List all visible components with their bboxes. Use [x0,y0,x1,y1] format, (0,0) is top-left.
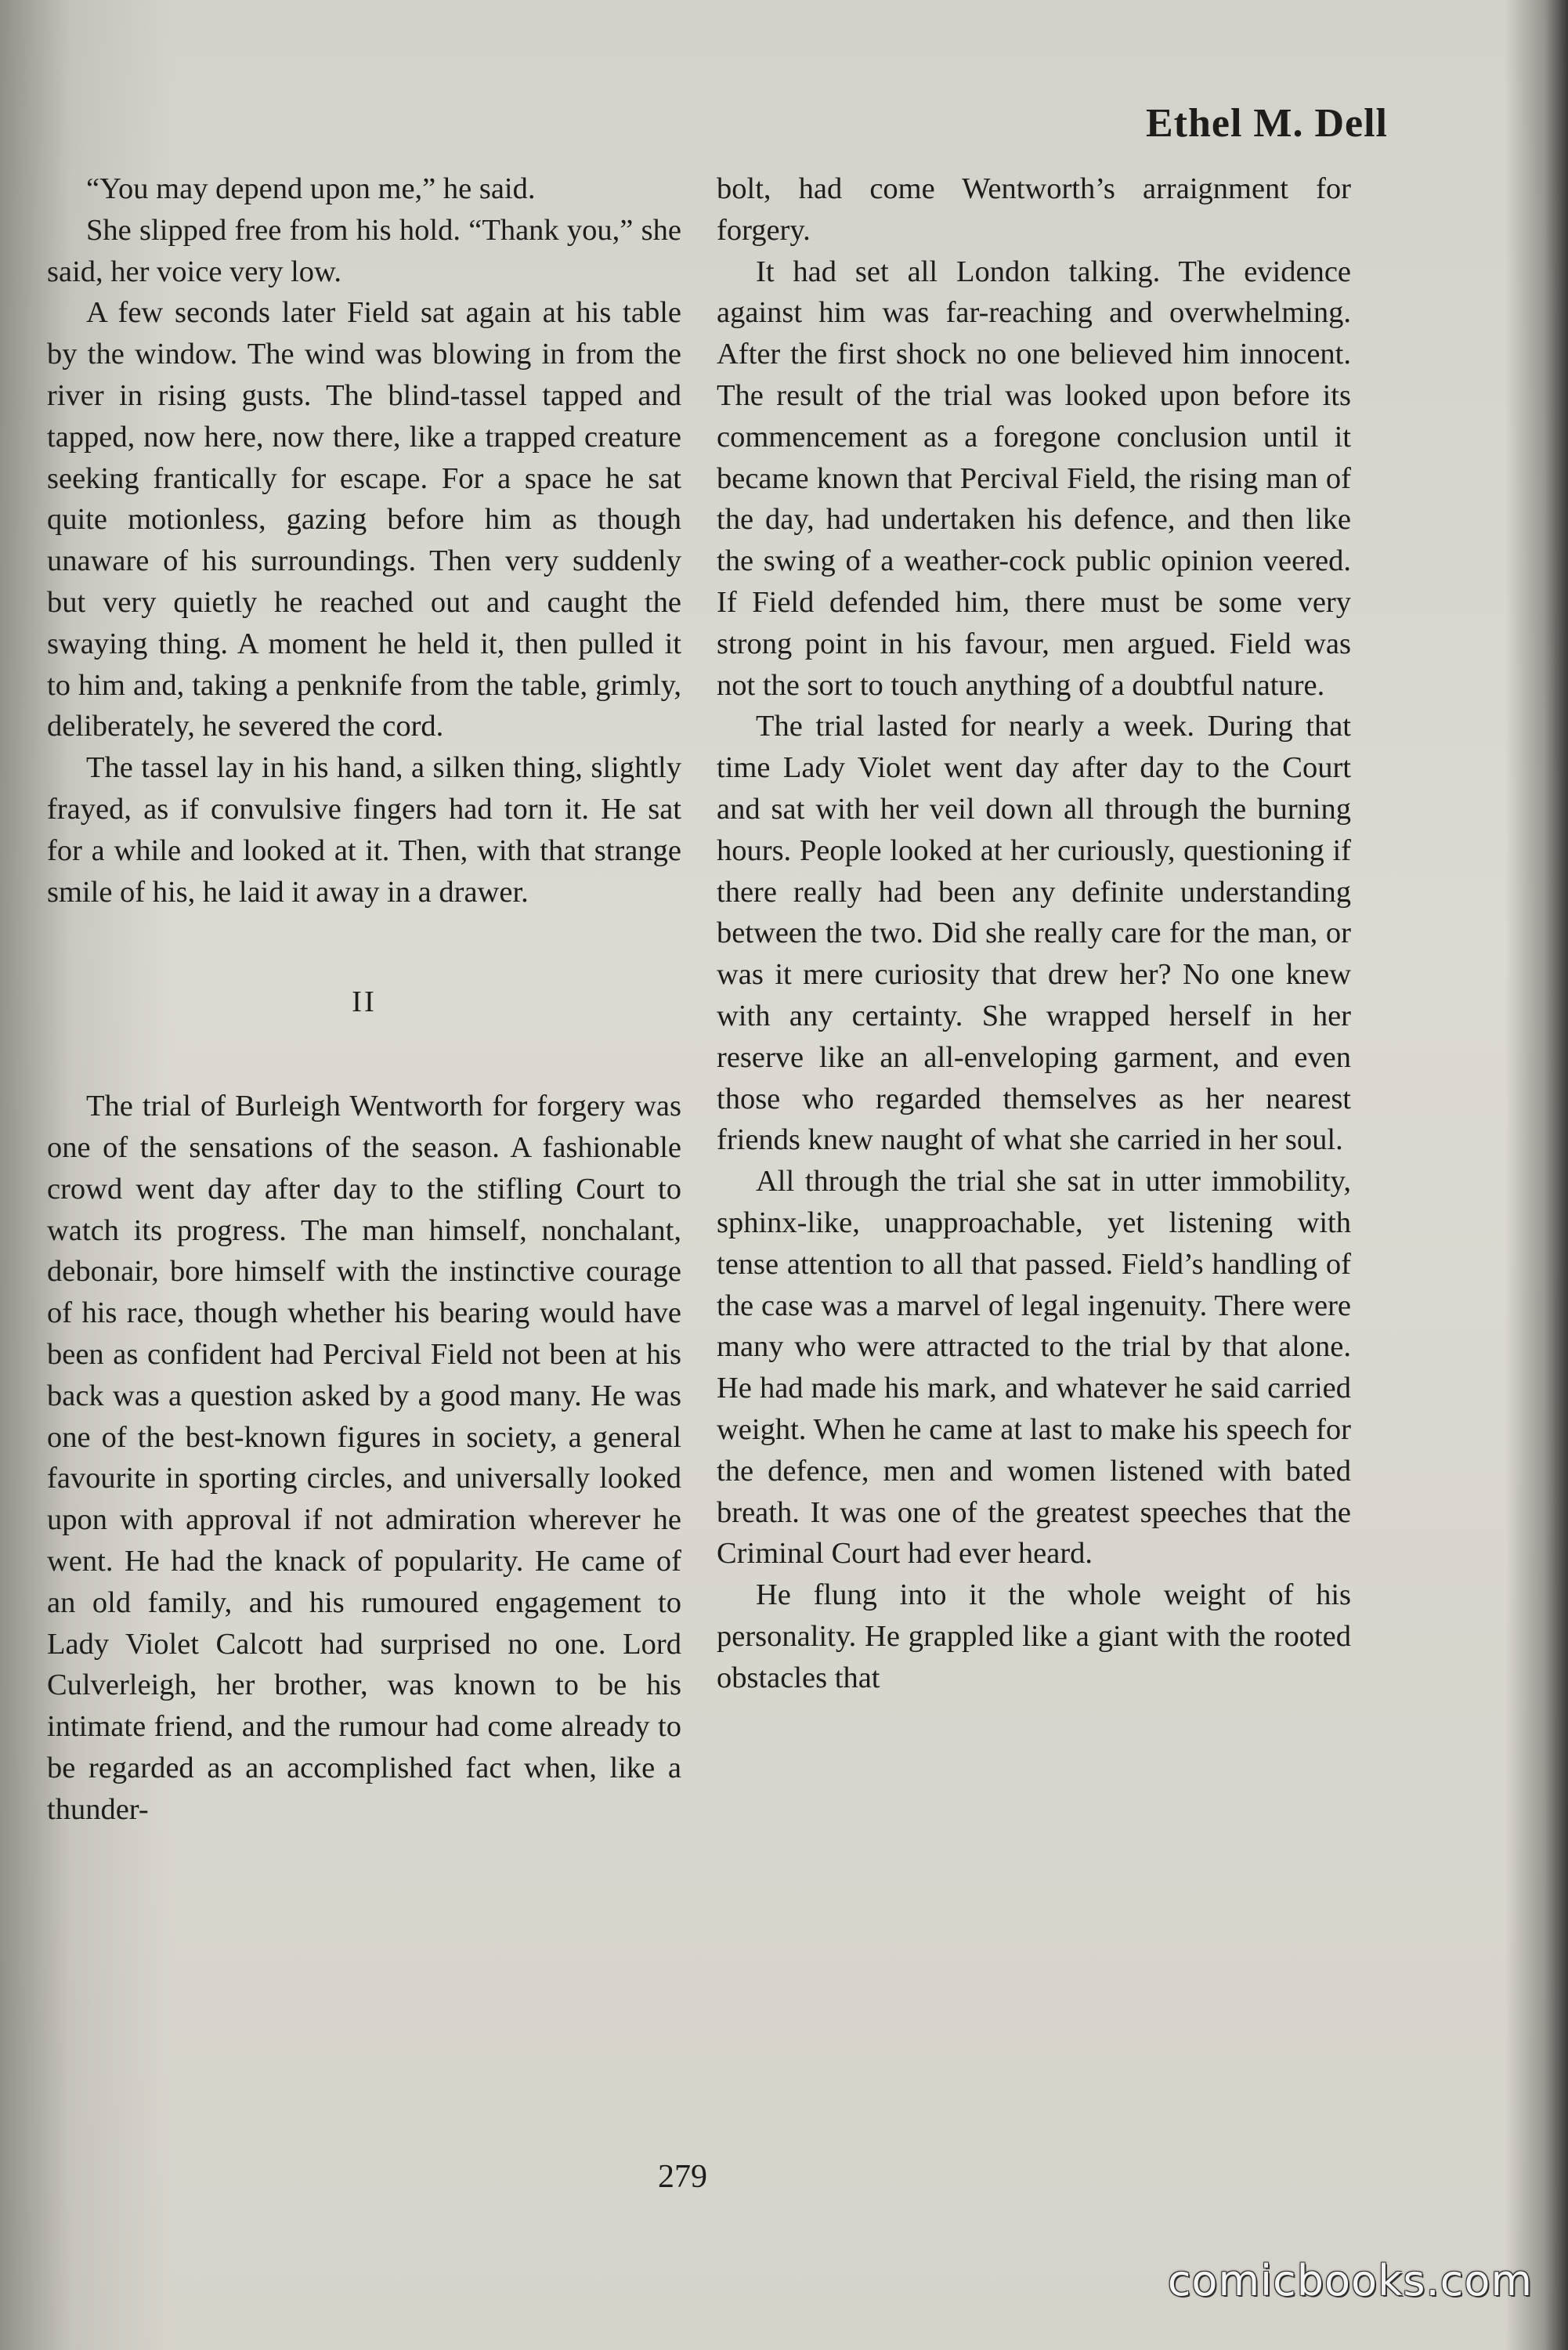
paragraph: It had set all London talking. The evidence against him was far-reaching and overwhelming. After the first shock no one believed him innocent. The result of the trial was looked upon before its commencement as a foregone conclusion until it became known that Percival Field, the rising man of the day, had undertaken his defence, and then like the swing of a weather-cock public opinion veered. If Field defended him, there must be some very strong point in his favour, men argued. Field was not the sort to touch anything of a doubtful nature. [717,255,1351,702]
right-column [717,168,1351,1698]
paragraph: He flung into it the whole weight of his personality. He grappled like a giant with the rooted obstacles that [717,1578,1351,1694]
paragraph: “You may depend upon me,” he said. [86,172,536,205]
paragraph: All through the trial she sat in utter immobility, sphinx-like, unapproachable, yet listening with tense attention to all that passed. Field’s handling of the case was a marvel of legal ingenuity. There were many who were attracted to the trial by that alone. He had made his mark, and whatever he said carried weight. When he came at last to make his speech for the defence, men and women listened with bated breath. It was one of the greatest speeches that the Criminal Court had ever heard. [717,1165,1351,1571]
page-number: 279 [658,2159,707,2195]
paragraph-continuation: bolt, had come Wentworth’s arraignment for forgery. [717,172,1351,247]
paragraph: The tassel lay in his hand, a silken thing, slightly frayed, as if convulsive fingers had torn it. He sat for a while and looked at it. Then, with that strange smile of his, he laid it away in a drawer. [47,751,681,909]
paragraph: The trial of Burleigh Wentworth for forgery was one of the sensations of the season. A fashionable crowd went day after day to the stifling Court to watch its progress. The man himself, nonchalant, debonair, bore himself with the instinctive courage of his race, though whether his bearing would have been as confident had Percival Field not been at his back was a question asked by a good many. He was one of the best-known figures in society, a general favourite in sporting circles, and universally looked upon with approval if not admiration wherever he went. He had the knack of popularity. He came of an old family, and his rumoured engagement to Lady Violet Calcott had surprised no one. Lord Culverleigh, her brother, was known to be his intimate friend, and the rumour had come already to be regarded as an accomplished fact when, like a thunder- [47,1090,681,1826]
paragraph: A few seconds later Field sat again at his table by the window. The wind was blowing in from the river in rising gusts. The blind-tassel tapped and tapped, now here, now there, like a trapped creature seeking frantically for escape. For a space he sat quite motionless, gazing before him as though unaware of his surroundings. Then very suddenly but very quietly he reached out and caught the swaying thing. A moment he held it, then pulled it to him and, taking a penknife from the table, grimly, deliberately, he severed the cord. [47,296,681,743]
watermark: comicbooks.com [1167,2256,1533,2305]
left-column [47,168,681,1830]
section-number: II [352,985,377,1019]
paragraph: She slipped free from his hold. “Thank you,” she said, her voice very low. [47,213,681,288]
paragraph: The trial lasted for nearly a week. During that time Lady Violet went day after day to the Court and sat with her veil down all through the burning hours. People looked at her curiously, questioning if there really had been any definite understanding between the two. Did she really care for the man, or was it mere curiosity that drew her? No one knew with any certainty. She wrapped herself in her reserve like an all-enveloping garment, and even those who regarded themselves as her nearest friends knew naught of what she carried in her soul. [717,710,1351,1157]
running-head: Ethel M. Dell [1145,101,1388,146]
